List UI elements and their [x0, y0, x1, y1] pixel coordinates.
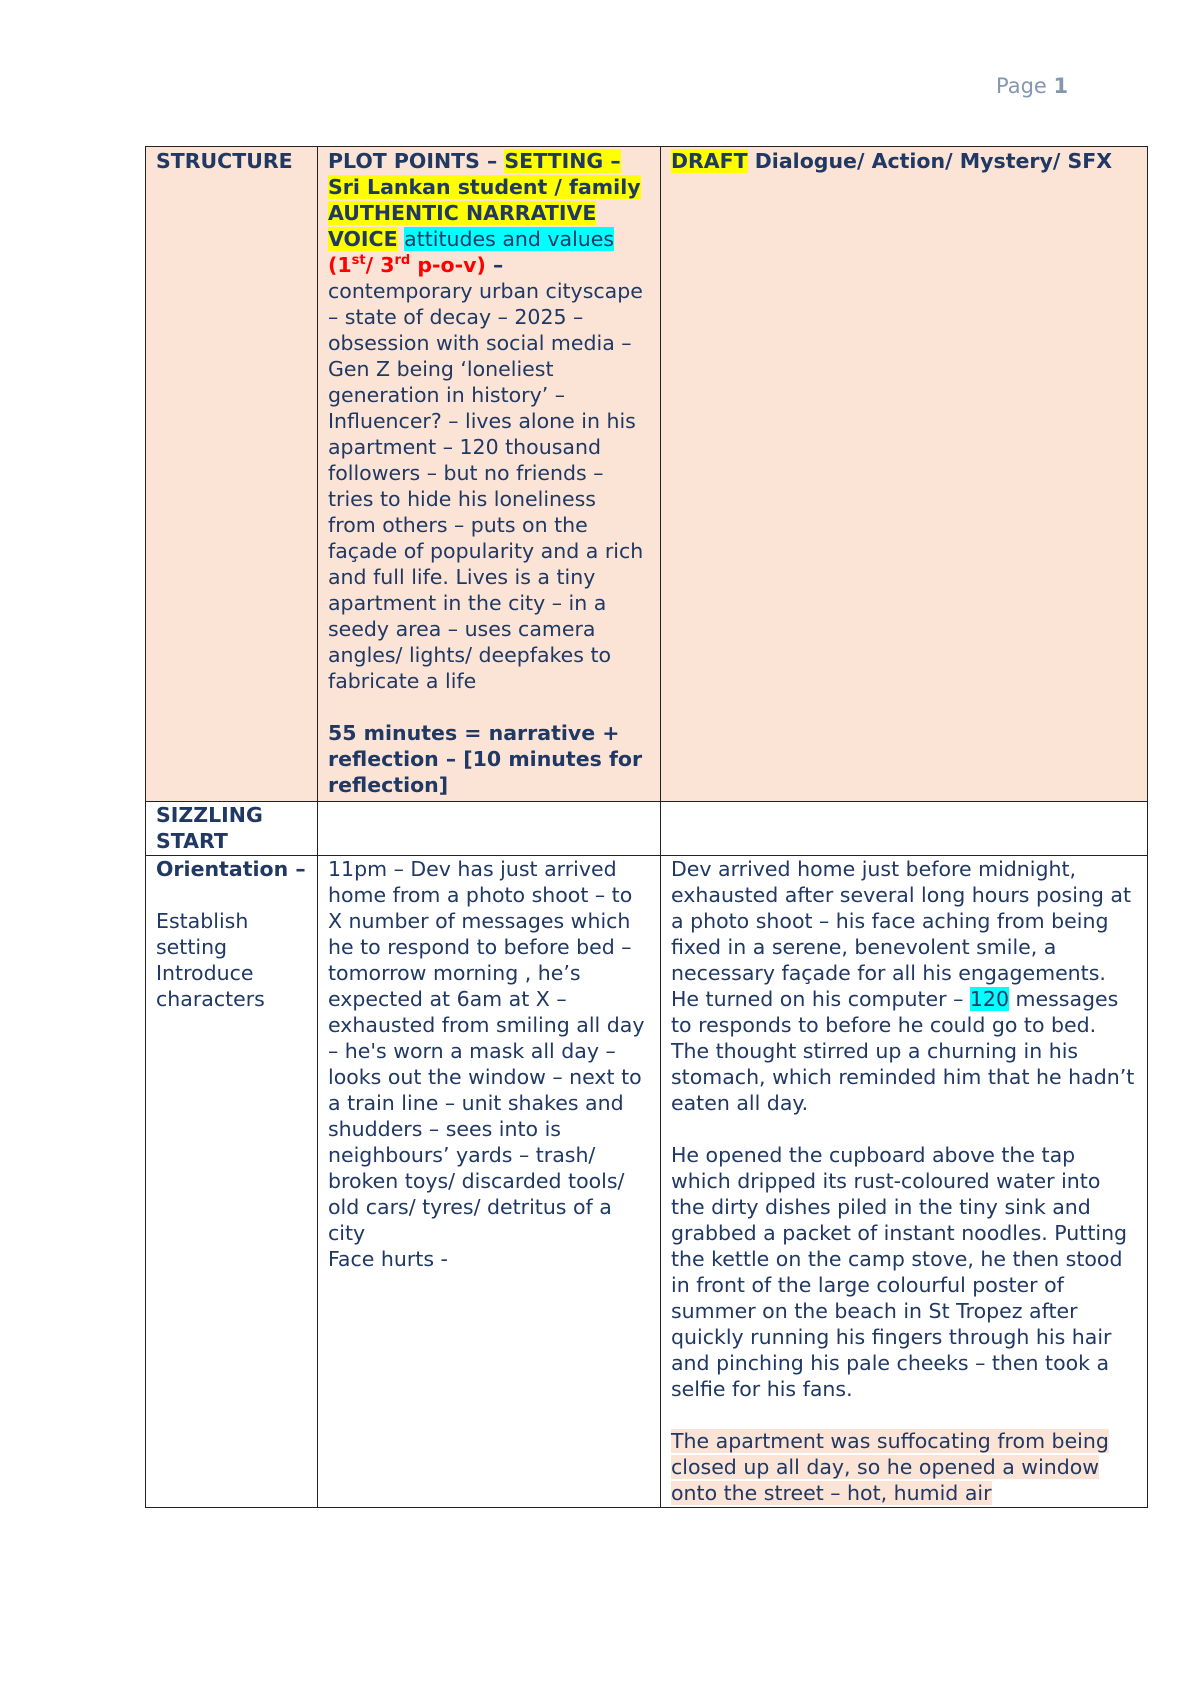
draft-p1-start: Dev arrived home just before midnight, exhausted after several long hours posing at a photo shoot – his face aching from being fixed in a serene, benevolent smile, a necessary façade for all his engagements. He turned on his computer –	[671, 857, 1132, 1011]
orientation-draft-cell	[661, 856, 1148, 1508]
orientation-cell	[146, 856, 318, 1508]
plot-points-label: PLOT POINTS –	[328, 149, 505, 173]
pov-open: (1	[328, 253, 352, 277]
draft-p1-end: messages to responds to before he could go to bed. The thought stirred up a churning in his stomach, which reminded him that he hadn’t eaten all day.	[671, 987, 1135, 1115]
orientation-title: Orientation –	[156, 857, 306, 881]
table-header-row	[146, 147, 1148, 802]
orientation-subtitle: Establish setting Introduce characters	[156, 909, 265, 1011]
draft-header-rest: Dialogue/ Action/ Mystery/ SFX	[747, 149, 1113, 173]
plot-points-header-cell	[318, 147, 661, 802]
orientation-plot-cell	[318, 856, 661, 1508]
orientation-plot-notes: 11pm – Dev has just arrived home from a photo shoot – to X number of messages which he to respond to before bed – tomorrow morning , he’s expected at 6am at X – exhausted from smiling all day – he's worn a mask all day – looks out the window – next to a train line – unit shakes and shudders – sees into is neighbours’ yards – trash/ broken toys/ discarded tools/ old cars/ tyres/ detritus of a city	[328, 857, 645, 1245]
page-number-value: 1	[1053, 74, 1069, 98]
setting-highlight: SETTING – Sri Lankan student / family AUTHENTIC NARRATIVE VOICE	[328, 149, 641, 251]
sizzling-start-label: SIZZLING START	[156, 803, 263, 853]
page-label: Page	[996, 74, 1047, 98]
orientation-plot-last: Face hurts -	[328, 1247, 448, 1271]
draft-paragraph-3	[671, 1428, 1137, 1506]
pov-st: st	[351, 253, 366, 269]
draft-p3-highlight: The apartment was suffocating from being closed up all day, so he opened a window onto the street – hot, humid air	[671, 1429, 1109, 1505]
pov-mid: / 3	[365, 253, 395, 277]
draft-paragraph-1	[671, 856, 1137, 1116]
attitudes-highlight: attitudes and values	[404, 227, 615, 251]
draft-highlight: DRAFT	[671, 149, 748, 173]
pov-end: p-o-v)	[410, 253, 486, 277]
draft-header-cell	[661, 147, 1148, 802]
pov-dash: –	[485, 253, 504, 277]
sizzling-draft-cell	[661, 802, 1148, 856]
message-count-highlight: 120	[969, 987, 1010, 1011]
sizzling-plot-cell	[318, 802, 661, 856]
structure-header: STRUCTURE	[156, 149, 293, 173]
page-number	[996, 74, 1068, 98]
pov-rd: rd	[394, 253, 411, 269]
draft-paragraph-2: He opened the cupboard above the tap which dripped its rust-coloured water into the dirty dishes piled in the tiny sink and grabbed a packet of instant noodles. Putting the kettle on the camp stove, he then stood in front of the large colourful poster of summer on the beach in St Tropez after quickly running his fingers through his hair and pinching his pale cheeks – then took a selfie for his fans.	[671, 1143, 1128, 1401]
setting-notes: contemporary urban cityscape – state of decay – 2025 – obsession with social media – Gen Z being ‘loneliest generation in history’ – Influencer? – lives alone in his apartment – 120 thousand followers – but no friends – tries to hide his loneliness from others – puts on the façade of popularity and a rich and full life. Lives is a tiny apartment in the city – in a seedy area – uses camera angles/ lights/ deepfakes to fabricate a life	[328, 279, 644, 693]
story-planning-table	[145, 146, 1148, 1508]
orientation-row	[146, 856, 1148, 1508]
timing-note: 55 minutes = narrative + reflection – [10 minutes for reflection]	[328, 721, 643, 797]
sizzling-start-row	[146, 802, 1148, 856]
structure-header-cell	[146, 147, 318, 802]
sizzling-start-cell	[146, 802, 318, 856]
